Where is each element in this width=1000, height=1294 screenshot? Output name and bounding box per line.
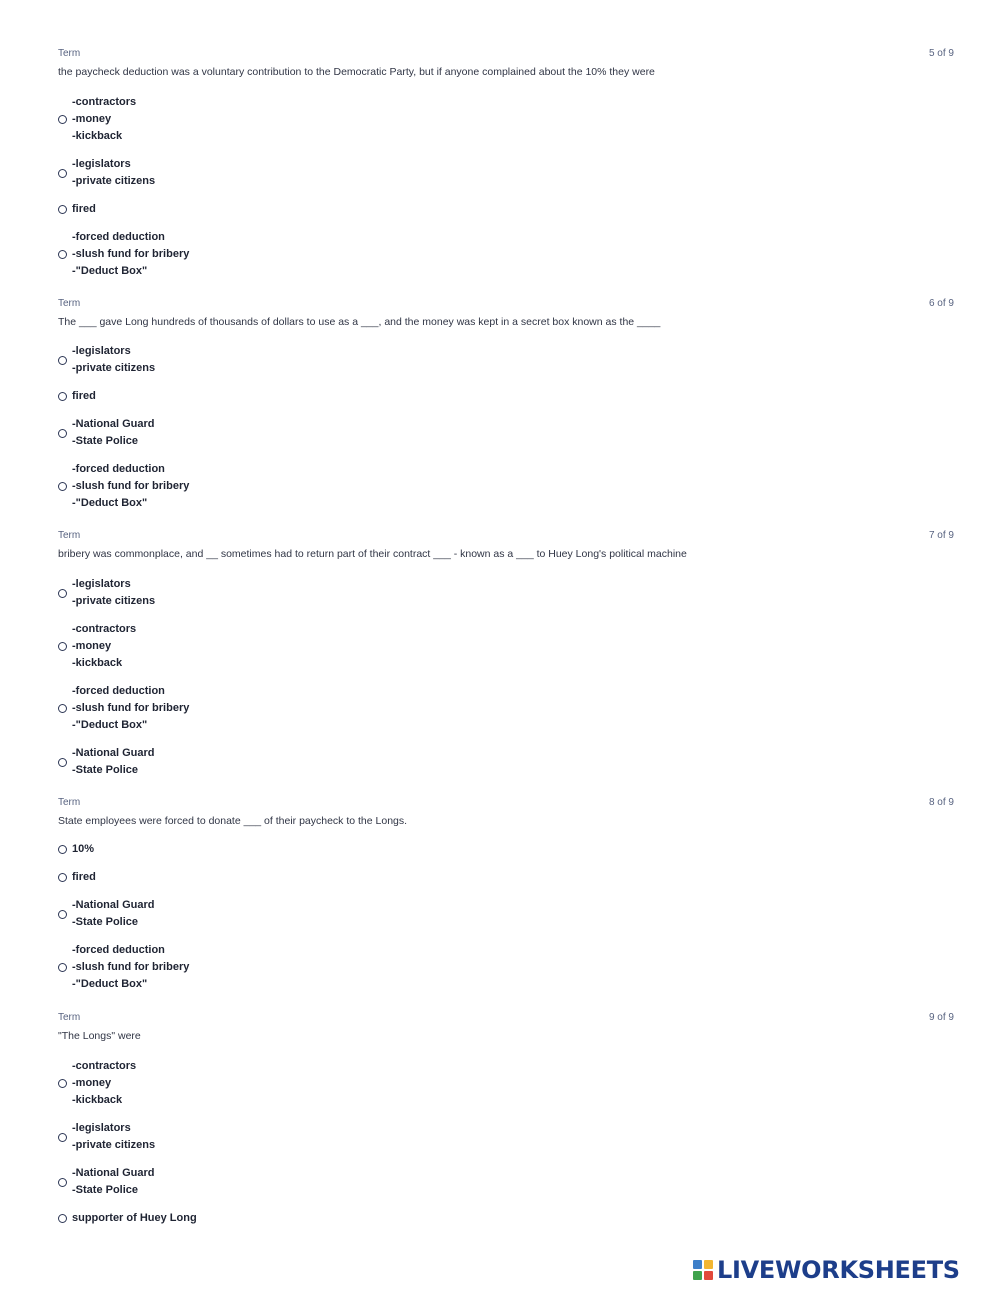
answer-option[interactable] — [58, 621, 136, 672]
option-line: -National Guard — [72, 747, 155, 759]
question-counter: 6 of 9 — [928, 298, 954, 309]
option-line: 10% — [72, 843, 95, 855]
question-prompt: State employees were forced to donate ___ of their paycheck to the Longs. — [58, 815, 408, 827]
option-line: -private citizens — [72, 595, 156, 607]
option-line: -legislators — [72, 345, 131, 357]
radio-button[interactable] — [58, 910, 67, 919]
option-line: -kickback — [72, 1094, 123, 1106]
option-line: fired — [72, 390, 96, 402]
radio-button[interactable] — [58, 963, 67, 972]
option-line: -State Police — [72, 916, 139, 928]
option-line: -private citizens — [72, 1139, 156, 1151]
answer-option[interactable] — [58, 1120, 155, 1154]
logo-mark-icon — [693, 1260, 713, 1280]
answer-option[interactable] — [58, 1210, 197, 1227]
radio-button[interactable] — [58, 1133, 67, 1142]
option-line: -"Deduct Box" — [72, 497, 148, 509]
radio-button[interactable] — [58, 429, 67, 438]
radio-button[interactable] — [58, 392, 67, 401]
option-line: -forced deduction — [72, 685, 165, 697]
answer-option[interactable] — [58, 745, 155, 779]
option-line: supporter of Huey Long — [72, 1212, 197, 1224]
answer-option[interactable] — [58, 416, 155, 450]
answer-option[interactable] — [58, 576, 155, 610]
radio-button[interactable] — [58, 873, 67, 882]
answer-option[interactable] — [58, 897, 155, 931]
option-line: -"Deduct Box" — [72, 719, 148, 731]
answer-option[interactable] — [58, 683, 189, 734]
radio-button[interactable] — [58, 589, 67, 598]
option-line: -money — [72, 113, 112, 125]
option-line: -forced deduction — [72, 463, 165, 475]
question-counter: 8 of 9 — [928, 797, 954, 808]
option-line: -slush fund for bribery — [72, 961, 190, 973]
option-line: -kickback — [72, 657, 123, 669]
radio-button[interactable] — [58, 642, 67, 651]
option-line: -slush fund for bribery — [72, 480, 190, 492]
answer-option[interactable] — [58, 343, 155, 377]
logo-block — [693, 1271, 702, 1280]
radio-button[interactable] — [58, 205, 67, 214]
answer-option[interactable] — [58, 229, 189, 280]
option-line: -State Police — [72, 1184, 139, 1196]
option-line: -money — [72, 1077, 112, 1089]
term-label: Term — [58, 530, 81, 541]
option-line: -National Guard — [72, 899, 155, 911]
question-prompt: the paycheck deduction was a voluntary contribution to the Democratic Party, but if anyone complained about the 10% they were — [58, 66, 655, 78]
radio-button[interactable] — [58, 115, 67, 124]
radio-button[interactable] — [58, 1079, 67, 1088]
radio-button[interactable] — [58, 250, 67, 259]
radio-button[interactable] — [58, 482, 67, 491]
option-line: fired — [72, 203, 96, 215]
answer-option[interactable] — [58, 869, 96, 886]
option-line: -legislators — [72, 578, 131, 590]
answer-option[interactable] — [58, 1165, 155, 1199]
answer-option[interactable] — [58, 942, 189, 993]
answer-option[interactable] — [58, 156, 155, 190]
option-line: -money — [72, 640, 112, 652]
logo-block — [693, 1260, 702, 1269]
option-line: -"Deduct Box" — [72, 265, 148, 277]
question-prompt: The ___ gave Long hundreds of thousands of dollars to use as a ___, and the money was kept in a secret box known as the ____ — [58, 316, 661, 328]
option-line: -forced deduction — [72, 944, 165, 956]
option-line: -State Police — [72, 435, 139, 447]
option-line: -legislators — [72, 158, 131, 170]
liveworksheets-logo — [693, 1256, 960, 1284]
option-line: -forced deduction — [72, 231, 165, 243]
answer-option[interactable] — [58, 201, 96, 218]
option-line: -National Guard — [72, 1167, 155, 1179]
logo-text: LIVEWORKSHEETS — [717, 1256, 960, 1284]
answer-option[interactable] — [58, 94, 136, 145]
logo-block — [704, 1260, 713, 1269]
term-label: Term — [58, 298, 81, 309]
answer-option[interactable] — [58, 841, 94, 858]
radio-button[interactable] — [58, 845, 67, 854]
option-line: -private citizens — [72, 362, 156, 374]
term-label: Term — [58, 797, 81, 808]
option-line: -State Police — [72, 764, 139, 776]
answer-option[interactable] — [58, 388, 96, 405]
question-counter: 5 of 9 — [928, 48, 954, 59]
logo-block — [704, 1271, 713, 1280]
option-line: -slush fund for bribery — [72, 248, 190, 260]
option-line: -National Guard — [72, 418, 155, 430]
answer-option[interactable] — [58, 461, 189, 512]
radio-button[interactable] — [58, 758, 67, 767]
question-counter: 9 of 9 — [928, 1012, 954, 1023]
option-line: -private citizens — [72, 175, 156, 187]
term-label: Term — [58, 48, 81, 59]
option-line: -contractors — [72, 623, 137, 635]
radio-button[interactable] — [58, 1214, 67, 1223]
option-line: -contractors — [72, 96, 137, 108]
option-line: -slush fund for bribery — [72, 702, 190, 714]
option-line: fired — [72, 871, 96, 883]
question-counter: 7 of 9 — [928, 530, 954, 541]
answer-option[interactable] — [58, 1058, 136, 1109]
radio-button[interactable] — [58, 169, 67, 178]
radio-button[interactable] — [58, 1178, 67, 1187]
radio-button[interactable] — [58, 704, 67, 713]
option-line: -kickback — [72, 130, 123, 142]
term-label: Term — [58, 1012, 81, 1023]
question-prompt: "The Longs" were — [58, 1030, 141, 1042]
option-line: -legislators — [72, 1122, 131, 1134]
option-line: -"Deduct Box" — [72, 978, 148, 990]
question-prompt: bribery was commonplace, and __ sometimes had to return part of their contract ___ - known as a ___ to Huey Long's political machine — [58, 548, 687, 560]
option-line: -contractors — [72, 1060, 137, 1072]
radio-button[interactable] — [58, 356, 67, 365]
